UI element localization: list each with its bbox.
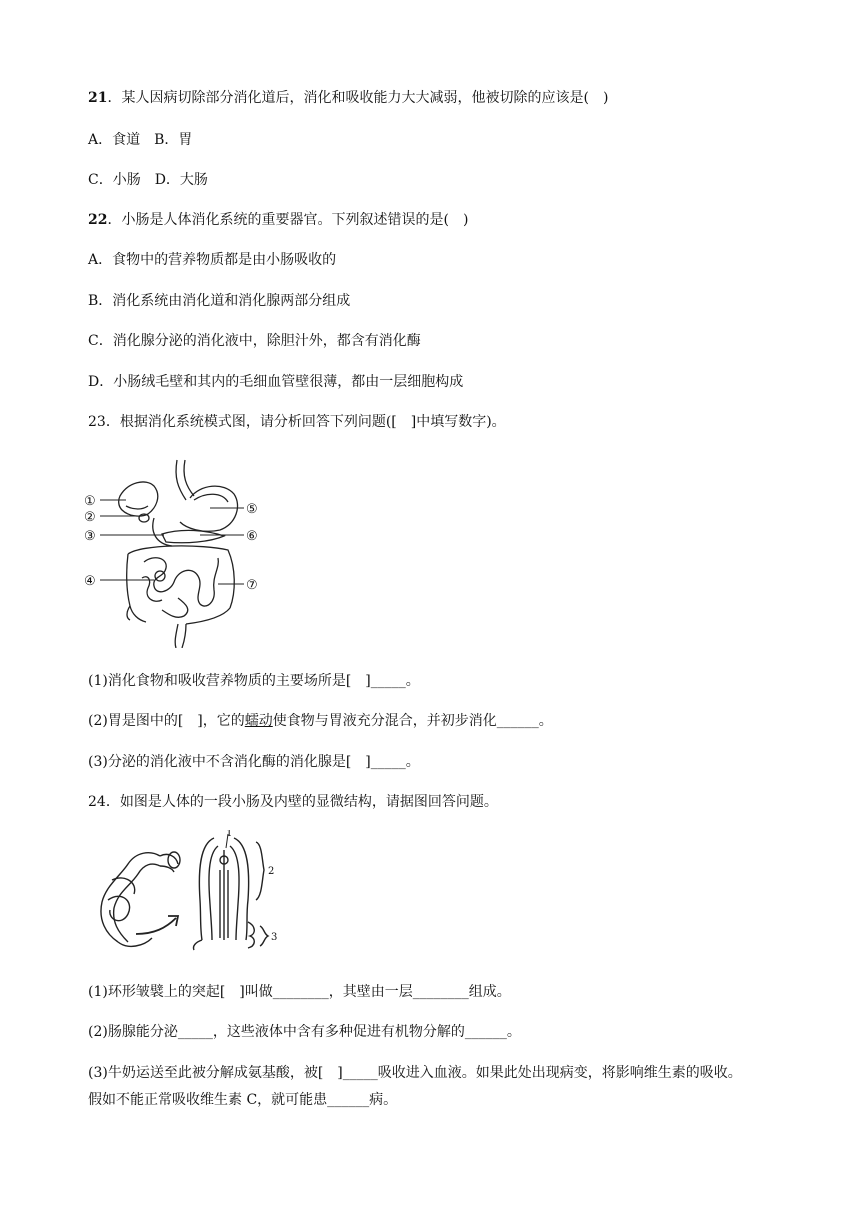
q22-option-d: D．小肠绒毛壁和其内的毛细血管壁很薄，都由一层细胞构成 <box>88 374 464 390</box>
villus-label-1: 1 <box>226 830 233 839</box>
q23-sub2-part-a: (2)胃是图中的[ ]，它的 <box>88 713 245 729</box>
q24-sub3-line1: (3)牛奶运送至此被分解成氨基酸，被[ ]_____吸收进入血液。如果此处出现病变，将影响维生素的吸收。 <box>88 1065 742 1081</box>
label-5: ⑤ <box>246 502 258 517</box>
q23-sub2-part-b: 使食物与胃液充分混合，并初步消化______。 <box>272 713 553 729</box>
label-6: ⑥ <box>246 529 258 544</box>
q21-options-cd: C．小肠 D．大肠 <box>88 172 208 188</box>
q24-sub3-line2: 假如不能正常吸收维生素 C，就可能患______病。 <box>88 1092 398 1108</box>
q22-stem <box>88 210 468 230</box>
q22-number: 22 <box>88 212 108 228</box>
q21-options-ab: A．食道 B．胃 <box>88 132 193 148</box>
q21-stem <box>88 88 608 108</box>
digestive-system-diagram <box>82 458 272 648</box>
small-intestine-diagram <box>88 830 288 952</box>
q23-stem: 23．根据消化系统模式图，请分析回答下列问题([ ]中填写数字)。 <box>88 414 506 430</box>
q23-sub2 <box>88 711 553 731</box>
label-2: ② <box>84 510 96 525</box>
q24-stem: 24．如图是人体的一段小肠及内壁的显微结构，请据图回答问题。 <box>88 794 498 810</box>
villus-label-2: 2 <box>268 866 275 877</box>
label-7: ⑦ <box>246 578 258 593</box>
q21-number: 21 <box>88 90 108 106</box>
q24-sub1: (1)环形皱襞上的突起[ ]叫做________，其壁由一层________组成。 <box>88 984 511 1000</box>
q21-stem-text: ．某人因病切除部分消化道后，消化和吸收能力大大减弱，他被切除的应该是( ) <box>107 90 609 106</box>
q22-option-b: B．消化系统由消化道和消化腺两部分组成 <box>88 293 351 309</box>
q22-option-a: A．食物中的营养物质都是由小肠吸收的 <box>88 252 337 268</box>
q22-option-c: C．消化腺分泌的消化液中，除胆汁外，都含有消化酶 <box>88 333 421 349</box>
villus-label-3: 3 <box>271 932 278 943</box>
q24-sub2: (2)肠腺能分泌_____，这些液体中含有多种促进有机物分解的______。 <box>88 1024 521 1040</box>
q23-sub2-underlined: 蠕动 <box>244 713 273 729</box>
q23-sub1: (1)消化食物和吸收营养物质的主要场所是[ ]_____。 <box>88 673 420 689</box>
q23-sub3: (3)分泌的消化液中不含消化酶的消化腺是[ ]_____。 <box>88 754 420 770</box>
label-1: ① <box>84 494 96 509</box>
label-4: ④ <box>84 574 96 589</box>
label-3: ③ <box>84 529 96 544</box>
q22-stem-text: ．小肠是人体消化系统的重要器官。下列叙述错误的是( ) <box>107 212 469 228</box>
